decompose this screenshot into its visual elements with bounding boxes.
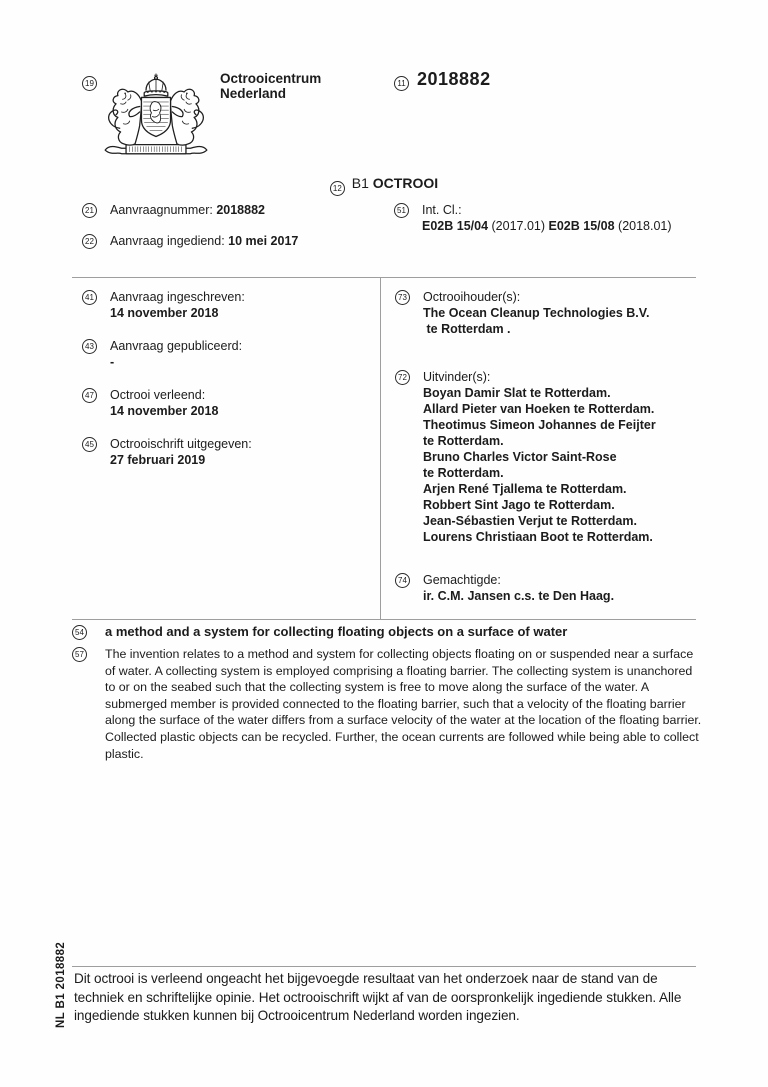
agent-value: ir. C.M. Jansen c.s. te Den Haag. (423, 589, 615, 603)
publication-number: 2018882 (417, 69, 491, 89)
abstract-section (72, 646, 702, 762)
filing-date-value: 10 mei 2017 (228, 234, 299, 248)
published-label: Aanvraag gepubliceerd: (110, 339, 243, 353)
inid-code-43: 43 (82, 339, 97, 354)
inid-code-51: 51 (394, 203, 409, 218)
proprietor-label: Octrooihouder(s): (423, 290, 521, 304)
field-agent (395, 572, 696, 604)
int-cl-class-2: E02B 15/08 (548, 219, 615, 233)
biblio-top-left (82, 202, 298, 249)
inid-code-57: 57 (72, 647, 87, 662)
int-cl-version-2: (2018.01) (618, 219, 672, 233)
inventor-lines: Boyan Damir Slat te Rotterdam. Allard Pieter van Hoeken te Rotterdam. Theotimus Simeon Johannes de Feijter te Rotterdam. Bruno Charles Victor Saint-Rose te Rotterdam. Arjen René Tjallema te Rotterdam. Robbert Sint Jago te Rotterdam. Jean-Sébastien Verjut te Rotterdam. Lourens Christiaan Boot te Rotterdam. (423, 386, 656, 544)
biblio-table-left-column (72, 278, 380, 619)
registered-label: Aanvraag ingeschreven: (110, 290, 245, 304)
inid-code-72: 72 (395, 370, 410, 385)
agent-label: Gemachtigde: (423, 573, 501, 587)
invention-title: a method and a system for collecting floating objects on a surface of water (105, 624, 568, 639)
document-kind-heading (72, 175, 696, 196)
application-number-label: Aanvraagnummer: (110, 203, 213, 217)
filing-date-label: Aanvraag ingediend: (110, 234, 225, 248)
abstract-text: The invention relates to a method and system for collecting objects floating on or suspended near a surface of water. A collecting system is employed comprising a floating barrier. The collecting system is unanchored to or on the seabed such that the collecting system is free to move along the surface of the water. A submerged member is provided connected to the floating barrier, such that a velocity of the floating barrier along the surface of the water differs from a surface velocity of the water at the location of the floating barrier. Collected plastic objects can be recycled. Further, the ocean currents are followed while being able to collect plastic. (105, 647, 702, 761)
inid-code-41: 41 (82, 290, 97, 305)
issued-label: Octrooischrift uitgegeven: (110, 437, 252, 451)
field-published (82, 338, 380, 370)
field-granted (82, 387, 380, 419)
inid-code-11: 11 (394, 76, 409, 91)
inid-code-74: 74 (395, 573, 410, 588)
footer-divider (72, 966, 696, 967)
issued-value: 27 februari 2019 (110, 453, 206, 467)
office-name-line2: Nederland (220, 86, 287, 101)
published-value: - (110, 355, 115, 369)
application-number-value: 2018882 (216, 203, 265, 217)
inventors-label: Uitvinder(s): (423, 370, 491, 384)
int-cl-values (422, 218, 672, 234)
field-registered (82, 289, 380, 321)
title-section (72, 624, 702, 640)
inid-code-12: 12 (330, 181, 345, 196)
int-cl-version-1: (2017.01) (491, 219, 546, 233)
kind-code: B1 (351, 175, 369, 191)
granted-label: Octrooi verleend: (110, 388, 206, 402)
field-filing-date (82, 233, 298, 249)
registered-value: 14 november 2018 (110, 306, 219, 320)
granted-value: 14 november 2018 (110, 404, 219, 418)
inid-code-45: 45 (82, 437, 97, 452)
field-application-number (82, 202, 298, 218)
document-kind-label: OCTROOI (372, 175, 439, 191)
sidebar-publication-code: NL B1 2018882 (55, 941, 67, 1028)
field-int-cl (394, 202, 672, 234)
field-issued (82, 436, 380, 468)
inid-code-19: 19 (82, 76, 97, 91)
int-cl-label: Int. Cl.: (422, 203, 462, 217)
int-cl-class-1: E02B 15/04 (422, 219, 489, 233)
biblio-table (72, 277, 696, 620)
office-name (220, 71, 321, 101)
footer-notice: Dit octrooi is verleend ongeacht het bijgevoegde resultaat van het onderzoek naar de stand van de techniek en schriftelijke opinie. Het octrooischrift wijkt af van de oorspronkelijk ingediende stukken. Alle ingediende stukken kunnen bij Octrooicentrum Nederland worden ingezien. (74, 971, 682, 1024)
office-name-line1: Octrooicentrum (220, 71, 322, 86)
field-inventors (395, 369, 696, 545)
dutch-coat-of-arms-icon (97, 71, 215, 162)
inid-code-21: 21 (82, 203, 97, 218)
inid-code-54: 54 (72, 625, 87, 640)
proprietor-lines: The Ocean Cleanup Technologies B.V. te Rotterdam . (423, 306, 650, 336)
inid-code-73: 73 (395, 290, 410, 305)
inid-code-22: 22 (82, 234, 97, 249)
biblio-table-right-column (380, 278, 696, 619)
inid-code-47: 47 (82, 388, 97, 403)
field-proprietor (395, 289, 696, 337)
biblio-top-right (394, 202, 672, 234)
